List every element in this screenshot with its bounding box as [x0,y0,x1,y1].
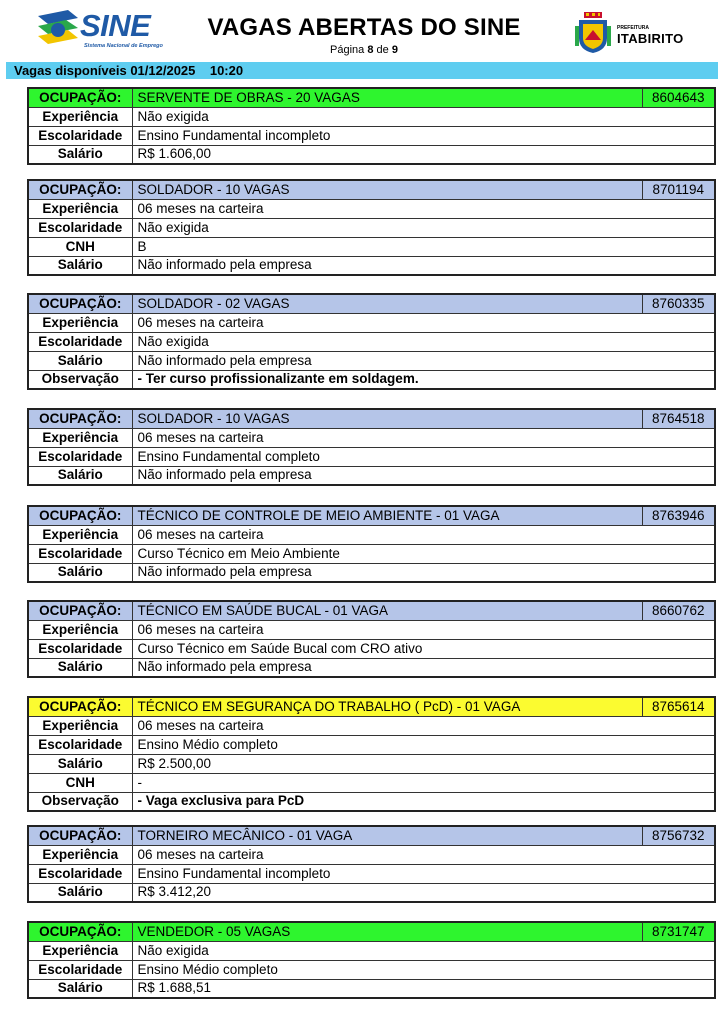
job-detail-row [28,351,715,370]
detail-value: Não exigida [132,218,715,237]
occupation-label: OCUPAÇÃO: [28,826,132,845]
job-detail-row [28,563,715,582]
detail-label: Escolaridade [28,735,132,754]
detail-value: Curso Técnico em Saúde Bucal com CRO ativo [132,639,715,658]
occupation-label: OCUPAÇÃO: [28,180,132,199]
job-header-row [28,697,715,716]
job-detail-row [28,107,715,126]
occupation-title: TORNEIRO MECÂNICO - 01 VAGA [132,826,642,845]
detail-label: CNH [28,773,132,792]
occupation-title: SOLDADOR - 10 VAGAS [132,180,642,199]
occupation-title: VENDEDOR - 05 VAGAS [132,922,642,941]
job-detail-row [28,845,715,864]
sine-logo-subtitle: Sistema Nacional de Emprego [84,43,163,49]
detail-value: 06 meses na carteira [132,313,715,332]
job-detail-row [28,237,715,256]
detail-label: Escolaridade [28,126,132,145]
job-detail-row [28,218,715,237]
detail-value: R$ 1.606,00 [132,145,715,164]
detail-value: Não informado pela empresa [132,563,715,582]
job-detail-row [28,620,715,639]
detail-value: Ensino Fundamental incompleto [132,126,715,145]
job-code: 8756732 [642,826,715,845]
job-detail-row [28,754,715,773]
detail-value: Curso Técnico em Meio Ambiente [132,544,715,563]
detail-label: Observação [28,792,132,811]
detail-value: Ensino Médio completo [132,735,715,754]
job-detail-row [28,979,715,998]
detail-label: Salário [28,658,132,677]
occupation-title: SOLDADOR - 02 VAGAS [132,294,642,313]
occupation-label: OCUPAÇÃO: [28,294,132,313]
detail-value: 06 meses na carteira [132,620,715,639]
city-crest-icon [575,12,611,54]
detail-label: Salário [28,256,132,275]
city-name: ITABIRITO [617,31,684,46]
detail-value: - Vaga exclusiva para PcD [132,792,715,811]
detail-value: R$ 2.500,00 [132,754,715,773]
job-detail-row [28,864,715,883]
job-table [27,921,716,999]
detail-label: Escolaridade [28,447,132,466]
detail-label: Escolaridade [28,960,132,979]
page-title: VAGAS ABERTAS DO SINE [207,14,521,41]
detail-value: 06 meses na carteira [132,428,715,447]
job-detail-row [28,773,715,792]
job-header-row [28,601,715,620]
job-detail-row [28,525,715,544]
job-code: 8701194 [642,180,715,199]
job-code: 8760335 [642,294,715,313]
detail-value: - Ter curso profissionalizante em soldagem. [132,370,715,389]
page-indicator [200,44,528,56]
job-table [27,825,716,903]
detail-label: Observação [28,370,132,389]
job-table [27,408,716,486]
detail-value: Não exigida [132,332,715,351]
page-total: 9 [391,44,398,56]
detail-label: Salário [28,883,132,902]
job-detail-row [28,544,715,563]
detail-value: Não informado pela empresa [132,256,715,275]
sine-flag-icon [38,10,78,50]
occupation-title: TÉCNICO EM SEGURANÇA DO TRABALHO ( PcD) - 01 VAGA [132,697,642,716]
detail-value: B [132,237,715,256]
prefeitura-label: PREFEITURA [617,25,649,31]
job-detail-row [28,199,715,218]
job-code: 8763946 [642,506,715,525]
detail-label: Salário [28,351,132,370]
job-header-row [28,180,715,199]
job-header-row [28,922,715,941]
job-table [27,600,716,678]
detail-label: Escolaridade [28,218,132,237]
job-table [27,293,716,390]
detail-label: Experiência [28,313,132,332]
job-table [27,696,716,812]
job-table [27,505,716,583]
detail-value: Não informado pela empresa [132,658,715,677]
detail-label: Escolaridade [28,544,132,563]
occupation-label: OCUPAÇÃO: [28,601,132,620]
job-detail-row [28,145,715,164]
occupation-title: SERVENTE DE OBRAS - 20 VAGAS [132,88,642,107]
job-header-row [28,88,715,107]
job-detail-row [28,126,715,145]
prefeitura-logo [575,12,690,56]
occupation-label: OCUPAÇÃO: [28,88,132,107]
job-detail-row [28,447,715,466]
detail-label: Salário [28,145,132,164]
job-detail-row [28,658,715,677]
detail-value: Não exigida [132,941,715,960]
detail-label: Experiência [28,525,132,544]
job-detail-row [28,256,715,275]
page-header [0,0,724,60]
detail-value: Não exigida [132,107,715,126]
job-detail-row [28,960,715,979]
detail-value: Ensino Médio completo [132,960,715,979]
job-detail-row [28,735,715,754]
job-detail-row [28,466,715,485]
occupation-title: SOLDADOR - 10 VAGAS [132,409,642,428]
detail-value: R$ 1.688,51 [132,979,715,998]
job-detail-row [28,883,715,902]
occupation-label: OCUPAÇÃO: [28,409,132,428]
job-detail-row [28,313,715,332]
detail-label: Experiência [28,941,132,960]
detail-label: Salário [28,754,132,773]
detail-label: Escolaridade [28,864,132,883]
detail-value: Não informado pela empresa [132,351,715,370]
detail-value: Ensino Fundamental incompleto [132,864,715,883]
detail-value: Não informado pela empresa [132,466,715,485]
occupation-label: OCUPAÇÃO: [28,922,132,941]
occupation-title: TÉCNICO DE CONTROLE DE MEIO AMBIENTE - 01 VAGA [132,506,642,525]
job-table [27,87,716,165]
job-detail-row [28,792,715,811]
detail-label: Experiência [28,716,132,735]
job-header-row [28,409,715,428]
job-detail-row [28,428,715,447]
detail-value: 06 meses na carteira [132,199,715,218]
page-current: 8 [367,44,374,56]
detail-value: 06 meses na carteira [132,845,715,864]
job-code: 8731747 [642,922,715,941]
detail-value: 06 meses na carteira [132,525,715,544]
detail-label: Salário [28,466,132,485]
detail-label: Salário [28,563,132,582]
occupation-title: TÉCNICO EM SAÚDE BUCAL - 01 VAGA [132,601,642,620]
detail-value: 06 meses na carteira [132,716,715,735]
job-detail-row [28,941,715,960]
page-prefix: Página [330,44,365,56]
job-detail-row [28,370,715,389]
sine-logo-text: SINE [80,8,151,43]
job-detail-row [28,332,715,351]
job-code: 8660762 [642,601,715,620]
detail-value: Ensino Fundamental completo [132,447,715,466]
job-header-row [28,294,715,313]
detail-value: R$ 3.412,20 [132,883,715,902]
detail-label: Escolaridade [28,639,132,658]
job-header-row [28,506,715,525]
detail-label: Escolaridade [28,332,132,351]
availability-bar [6,62,718,79]
job-code: 8764518 [642,409,715,428]
detail-label: Experiência [28,428,132,447]
job-code: 8604643 [642,88,715,107]
job-detail-row [28,716,715,735]
detail-label: Experiência [28,199,132,218]
detail-label: CNH [28,237,132,256]
detail-label: Experiência [28,107,132,126]
occupation-label: OCUPAÇÃO: [28,697,132,716]
availability-text: Vagas disponíveis 01/12/2025 10:20 [14,63,244,78]
page-of: de [376,44,389,56]
job-header-row [28,826,715,845]
job-table [27,179,716,276]
detail-label: Experiência [28,845,132,864]
job-code: 8765614 [642,697,715,716]
sine-logo [38,10,163,54]
job-detail-row [28,639,715,658]
occupation-label: OCUPAÇÃO: [28,506,132,525]
detail-label: Salário [28,979,132,998]
detail-label: Experiência [28,620,132,639]
detail-value: - [132,773,715,792]
